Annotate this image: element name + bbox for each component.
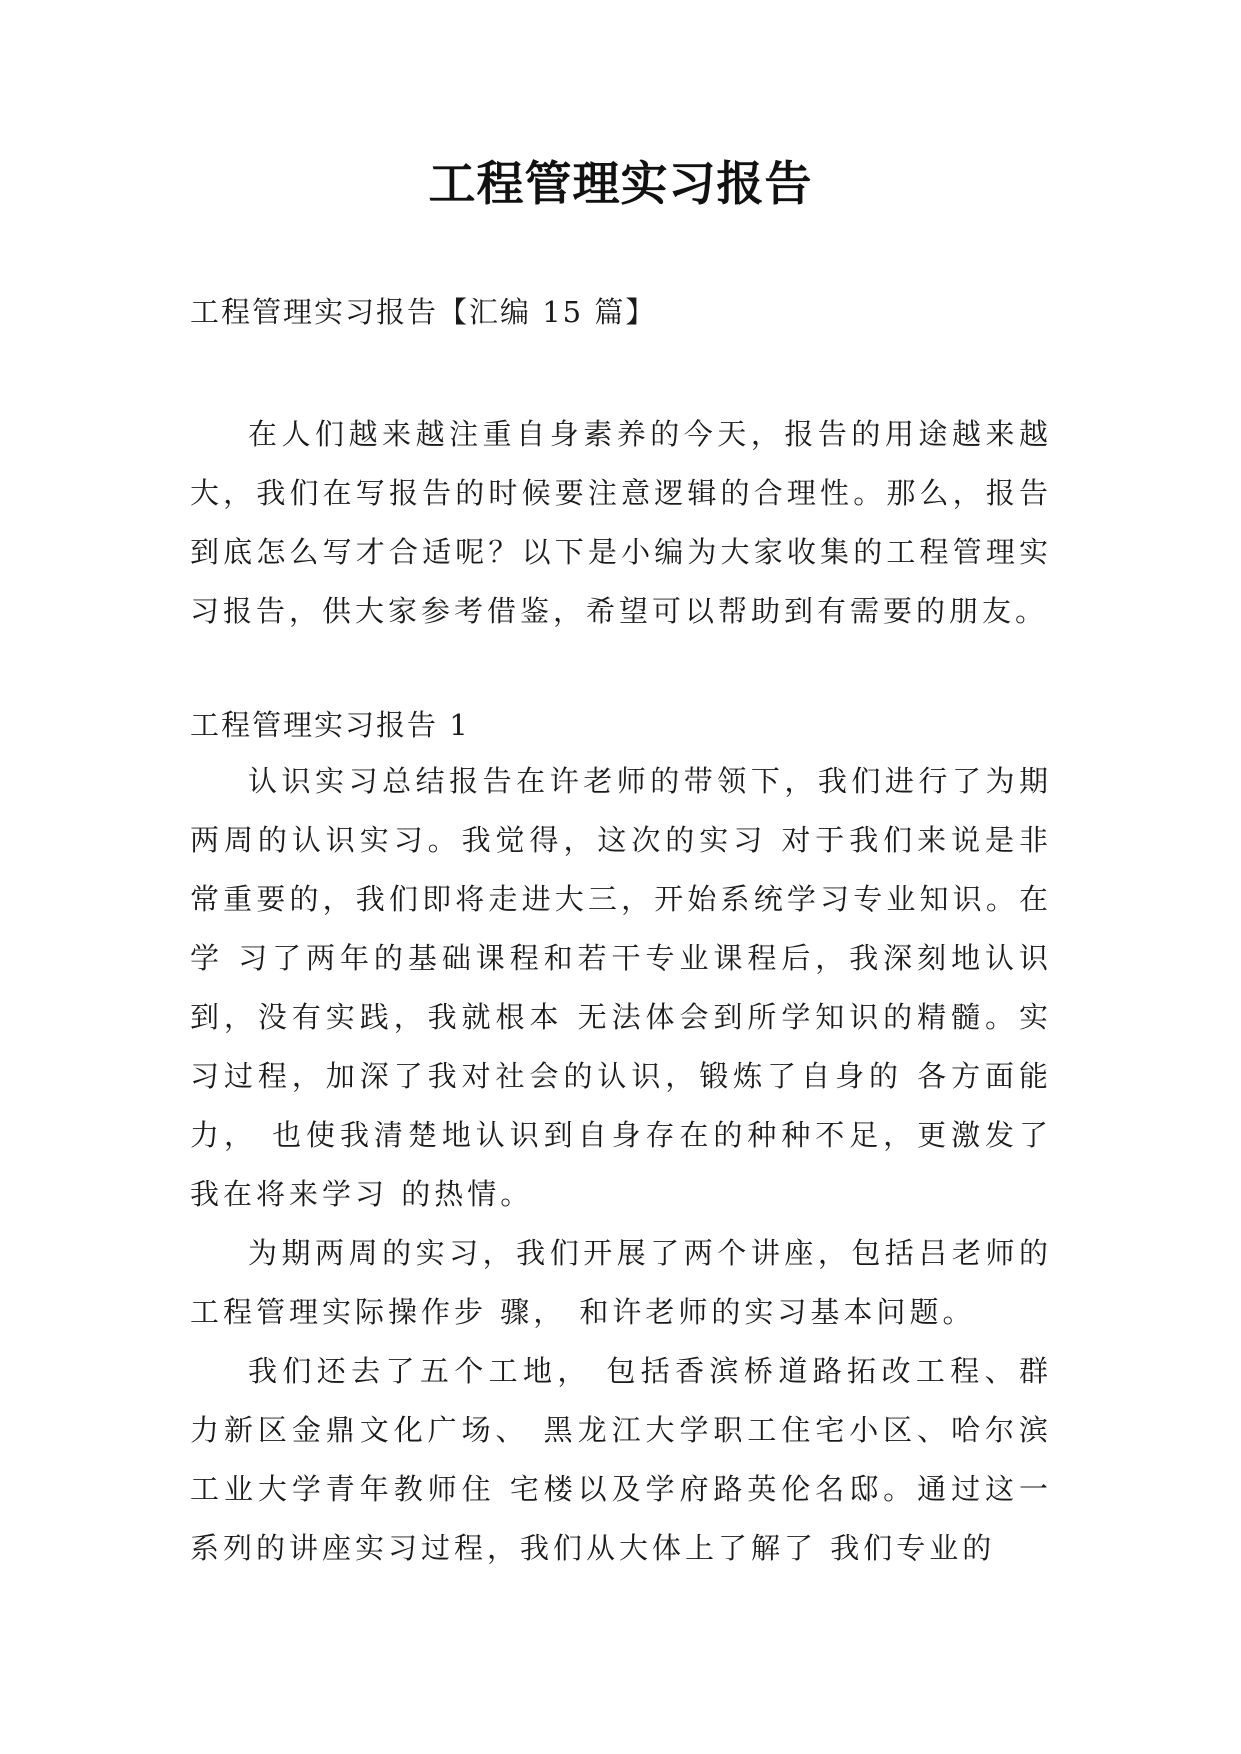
body-paragraph: 认识实习总结报告在许老师的带领下，我们进行了为期两周的认识实习。我觉得，这次的实习 对于我们来说是非常重要的，我们即将走进大三，开始系统学习专业知识。在学 习了两年的基础课程和若干专业课程后，我深刻地认识到，没有实践，我就根本 无法体会到所学知识的精髓。实习过程，加深了我对社会的认识，锻炼了自身的 各方面能力， 也使我清楚地认识到自身存在的种种不足，更激发了我在将来学习 的热情。 [190,764,1052,1211]
section-heading: 工程管理实习报告 1 [190,708,470,742]
body-paragraph: 我们还去了五个工地， 包括香滨桥道路拓改工程、群力新区金鼎文化广场、 黑龙江大学职工住宅小区、哈尔滨工业大学青年教师住 宅楼以及学府路英伦名邸。通过这一系列的讲座实习过程，我们从大体上了解了 我们专业的 [190,1354,1052,1565]
document-subtitle: 工程管理实习报告【汇编 15 篇】 [190,295,657,329]
body-paragraph: 为期两周的实习，我们开展了两个讲座，包括吕老师的工程管理实际操作步 骤， 和许老师的实习基本问题。 [190,1236,1052,1329]
document-title: 工程管理实习报告 [428,157,813,212]
intro-paragraph: 在人们越来越注重自身素养的今天，报告的用途越来越大，我们在写报告的时候要注意逻辑的合理性。那么，报告到底怎么写才合适呢？以下是小编为大家收集的工程管理实习报告，供大家参考借鉴，希望可以帮助到有需要的朋友。 [190,417,1052,628]
intro-block [190,405,1052,641]
section-body [190,752,1052,1578]
